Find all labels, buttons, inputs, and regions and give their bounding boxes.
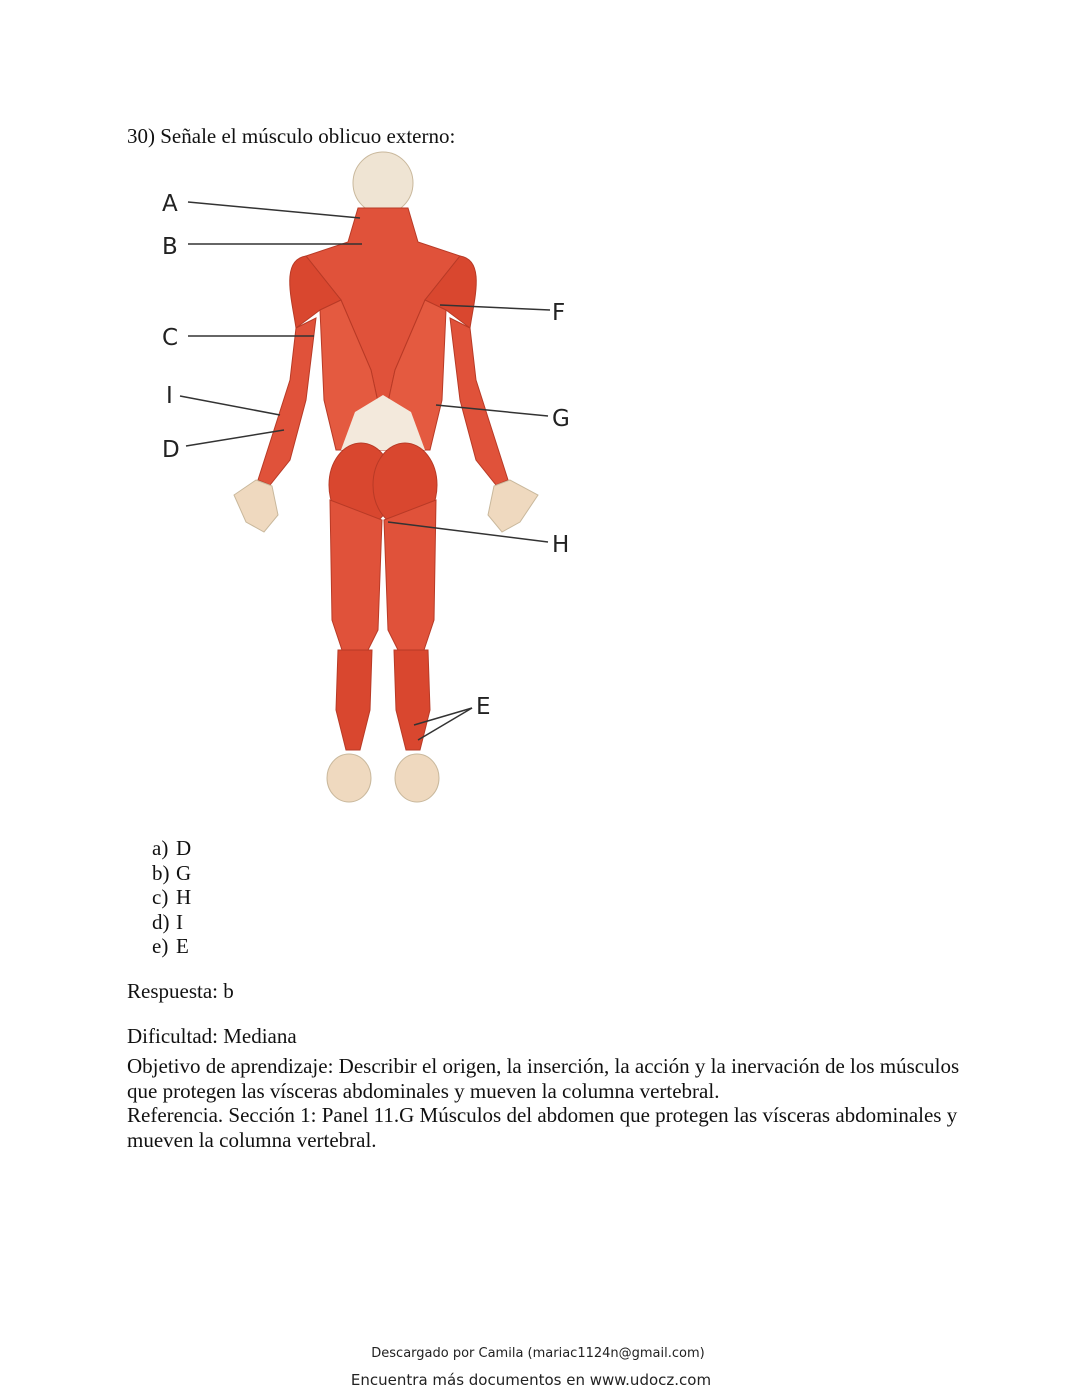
calf-right xyxy=(394,650,430,750)
reference-text: Referencia. Sección 1: Panel 11.G Músculos del abdomen que protegen las vísceras abdominales y mueven la columna vertebral. xyxy=(127,1103,958,1152)
option-c xyxy=(152,885,191,910)
arm-right xyxy=(450,318,508,485)
label-c: C xyxy=(162,325,179,351)
option-value: H xyxy=(176,885,192,909)
label-i: I xyxy=(166,383,173,409)
answer-options xyxy=(152,836,191,959)
leader-line-g xyxy=(436,405,548,416)
calf-left xyxy=(336,650,372,750)
hand-left xyxy=(234,480,278,532)
option-e xyxy=(152,934,191,959)
option-letter: b) xyxy=(152,860,170,885)
option-letter: a) xyxy=(152,836,169,860)
hand-right xyxy=(488,480,538,532)
label-e: E xyxy=(476,694,491,720)
option-value: G xyxy=(176,860,192,885)
label-b: B xyxy=(162,234,178,260)
option-letter: e) xyxy=(152,934,169,958)
leader-line-i xyxy=(180,396,280,415)
option-value: D xyxy=(176,836,192,860)
arm-left xyxy=(258,318,316,485)
question-text: 30) Señale el músculo oblicuo externo: xyxy=(127,124,456,148)
answer-text: Respuesta: b xyxy=(127,979,234,1003)
label-f: F xyxy=(552,300,566,326)
muscle-diagram xyxy=(150,150,590,810)
leader-line-a xyxy=(188,202,360,218)
label-d: D xyxy=(162,437,180,463)
footer-more-docs-link[interactable]: Encuentra más documentos en www.udocz.com xyxy=(350,1371,712,1389)
option-a xyxy=(152,836,191,861)
footer-downloaded-by: Descargado por Camila (mariac1124n@gmail.com) xyxy=(371,1346,705,1361)
option-value: I xyxy=(176,909,183,934)
option-d xyxy=(152,910,191,935)
foot-left xyxy=(327,754,371,802)
foot-right xyxy=(395,754,439,802)
label-h: H xyxy=(552,532,570,558)
label-a: A xyxy=(162,191,178,217)
objective-text: Objetivo de aprendizaje: Describir el origen, la inserción, la acción y la inervación de los músculos que protegen las vísceras abdominales y mueven la columna vertebral. xyxy=(127,1054,960,1103)
difficulty-text: Dificultad: Mediana xyxy=(127,1024,297,1048)
option-letter: d) xyxy=(152,909,170,934)
head xyxy=(353,152,413,214)
option-b xyxy=(152,861,191,886)
label-g: G xyxy=(552,406,570,432)
thigh-left xyxy=(330,500,382,650)
option-value: E xyxy=(176,934,189,958)
option-letter: c) xyxy=(152,885,169,909)
